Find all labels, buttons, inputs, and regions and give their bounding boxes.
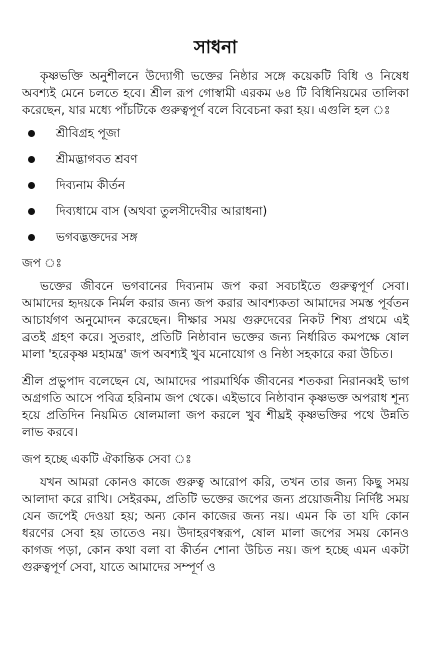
list-item: শ্রীমদ্ভাগবত শ্রবণ: [56, 151, 409, 168]
seva-paragraph: যখন আমরা কোনও কাজে গুরুত্ব আরোপ করি, তখন তার জন্য কিছু সময় আলাদা করে রাখি। সেইরকম, প্রতিটি ভক্তের জপের জন্য প্রয়োজনীয় নির্দিষ্ট সময় যেন জপেই দেওয়া হয়; অন্য কোন কাজের জন্য নয়। এমন কি তা যদি কোন ধরণের সেবা হয় তাতেও নয়। উদাহরণস্বরূপ, ষোল মালা জপের সময় কোনও কাগজ পড়া, কোন কথা বলা বা কীর্তন শোনা উচিত নয়। জপ হচ্ছে এমন একটা গুরুত্বপূর্ণ সেবা, যাতে আমাদের সম্পূর্ণ ও: [22, 475, 409, 574]
intro-paragraph: কৃষ্ণভক্তি অনুশীলনে উদ্যোগী ভক্তের নিষ্ঠার সঙ্গে কয়েকটি বিধি ও নিষেধ অবশ্যই মেনে চলতে হবে। শ্রীল রূপ গোস্বামী এরকম ৬৪ টি বিধিনিয়মের তালিকা করেছেন, যার মধ্যে পাঁচটিকে গুরুত্বপূর্ণ বলে বিবেচনা করা হয়। এগুলি হল ঃ: [22, 69, 409, 117]
list-item: শ্রীবিগ্রহ পূজা: [56, 125, 409, 142]
japa-paragraph-1: ভক্তের জীবনে ভগবানের দিব্যনাম জপ করা সবচাইতে গুরুত্বপূর্ণ সেবা। আমাদের হৃদয়কে নির্মল করার জন্য জপ করার আবশ্যকতা আমাদের সমস্ত পূর্বতন আচার্যগণ অনুমোদন করেছেন। দীক্ষার সময় গুরুদেবের নিকট শিষ্য প্রথমে এই ব্রতই গ্রহণ করে। সুতরাং, প্রতিটি নিষ্ঠাবান ভক্তের জন্য নির্ধারিত কমপক্ষে ষোল মালা 'হরেকৃষ্ণ মহামন্ত্র' জপ অবশ্যই খুব মনোযোগ ও নিষ্ঠা সহকারে করা উচিত।: [22, 279, 409, 361]
bullet-icon: [28, 130, 35, 137]
bullet-icon: [28, 208, 35, 215]
practice-list: [22, 125, 409, 246]
bullet-icon: [28, 156, 35, 163]
japa-heading: জপ ঃ: [22, 256, 62, 270]
list-item: দিব্যনাম কীর্তন: [56, 177, 409, 194]
seva-heading: জপ হচ্ছে একটি ঐকান্তিক সেবা ঃ: [22, 452, 192, 466]
page-title: সাধনা: [193, 37, 238, 58]
bullet-icon: [28, 234, 35, 241]
list-item: ভগবদ্ভক্তদের সঙ্গ: [56, 229, 409, 246]
list-item: দিব্যধামে বাস (অথবা তুলসীদেবীর আরাধনা): [56, 203, 409, 220]
bullet-icon: [28, 182, 35, 189]
japa-paragraph-2: শ্রীল প্রভুপাদ বলেছেন যে, আমাদের পারমার্থিক জীবনের শতকরা নিরানব্বই ভাগ অগ্রগতি আসে পবিত্র হরিনাম জপ থেকে। এইভাবে নিষ্ঠাবান কৃষ্ণভক্ত অপরাধ শূন্য হয়ে প্রতিদিন নিয়মিত ষোলমালা জপ করলে খুব শীঘ্রই কৃষ্ণভক্তির পথে উন্নতি লাভ করবে।: [22, 374, 409, 439]
